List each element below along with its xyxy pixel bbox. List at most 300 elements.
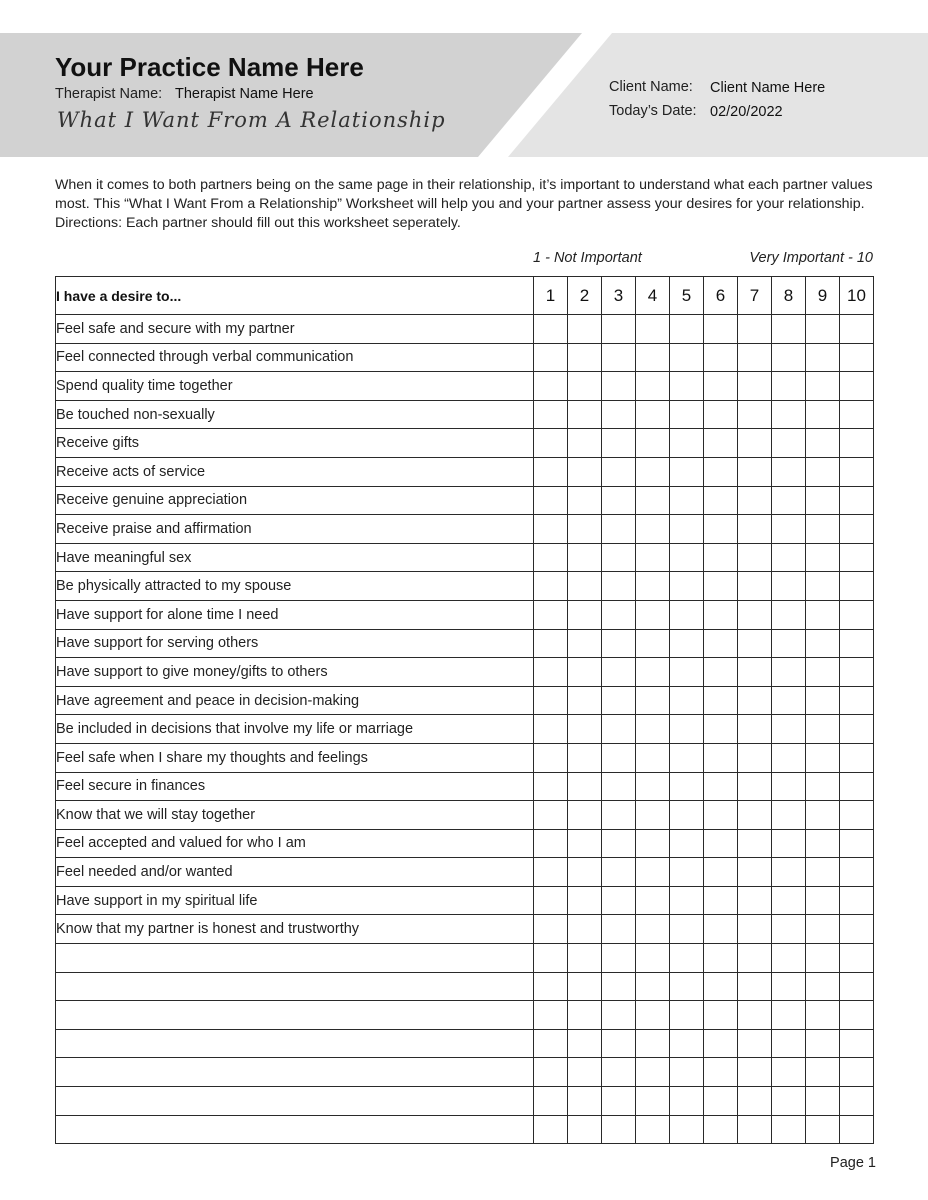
rating-cell-8[interactable] bbox=[772, 429, 806, 458]
rating-cell-7[interactable] bbox=[738, 1087, 772, 1116]
rating-cell-5[interactable] bbox=[670, 429, 704, 458]
rating-cell-3[interactable] bbox=[602, 1001, 636, 1030]
rating-cell-10[interactable] bbox=[840, 858, 874, 887]
rating-cell-2[interactable] bbox=[568, 429, 602, 458]
practice-name: Your Practice Name Here bbox=[55, 52, 364, 82]
rating-cell-6[interactable] bbox=[704, 600, 738, 629]
rating-cell-6[interactable] bbox=[704, 429, 738, 458]
rating-cell-3[interactable] bbox=[602, 572, 636, 601]
rating-cell-2[interactable] bbox=[568, 829, 602, 858]
rating-cell-9[interactable] bbox=[806, 429, 840, 458]
rating-cell-9[interactable] bbox=[806, 629, 840, 658]
rating-cell-5[interactable] bbox=[670, 858, 704, 887]
rating-cell-6[interactable] bbox=[704, 915, 738, 944]
rating-cell-8[interactable] bbox=[772, 972, 806, 1001]
rating-cell-7[interactable] bbox=[738, 1029, 772, 1058]
rating-cell-10[interactable] bbox=[840, 1001, 874, 1030]
rating-cell-2[interactable] bbox=[568, 972, 602, 1001]
rating-cell-8[interactable] bbox=[772, 1001, 806, 1030]
rating-cell-6[interactable] bbox=[704, 658, 738, 687]
rating-cell-6[interactable] bbox=[704, 400, 738, 429]
rating-cell-5[interactable] bbox=[670, 686, 704, 715]
rating-cell-1[interactable] bbox=[534, 801, 568, 830]
rating-cell-2[interactable] bbox=[568, 772, 602, 801]
rating-cell-3[interactable] bbox=[602, 1087, 636, 1116]
rating-cell-9[interactable] bbox=[806, 515, 840, 544]
rating-cell-9[interactable] bbox=[806, 1001, 840, 1030]
rating-cell-9[interactable] bbox=[806, 372, 840, 401]
rating-cell-10[interactable] bbox=[840, 457, 874, 486]
rating-cell-9[interactable] bbox=[806, 972, 840, 1001]
rating-cell-4[interactable] bbox=[636, 915, 670, 944]
rating-cell-10[interactable] bbox=[840, 829, 874, 858]
rating-cell-10[interactable] bbox=[840, 1087, 874, 1116]
rating-cell-5[interactable] bbox=[670, 400, 704, 429]
rating-cell-7[interactable] bbox=[738, 1001, 772, 1030]
rating-cell-5[interactable] bbox=[670, 600, 704, 629]
rating-cell-5[interactable] bbox=[670, 715, 704, 744]
rating-cell-8[interactable] bbox=[772, 400, 806, 429]
rating-cell-2[interactable] bbox=[568, 658, 602, 687]
rating-cell-9[interactable] bbox=[806, 486, 840, 515]
rating-cell-2[interactable] bbox=[568, 686, 602, 715]
rating-cell-7[interactable] bbox=[738, 686, 772, 715]
rating-cell-10[interactable] bbox=[840, 572, 874, 601]
rating-cell-4[interactable] bbox=[636, 572, 670, 601]
rating-cell-6[interactable] bbox=[704, 801, 738, 830]
rating-cell-6[interactable] bbox=[704, 858, 738, 887]
rating-cell-10[interactable] bbox=[840, 629, 874, 658]
rating-cell-4[interactable] bbox=[636, 429, 670, 458]
rating-cell-1[interactable] bbox=[534, 772, 568, 801]
rating-cell-9[interactable] bbox=[806, 858, 840, 887]
rating-cell-7[interactable] bbox=[738, 629, 772, 658]
rating-cell-9[interactable] bbox=[806, 886, 840, 915]
rating-cell-7[interactable] bbox=[738, 1115, 772, 1144]
rating-cell-7[interactable] bbox=[738, 572, 772, 601]
rating-cell-8[interactable] bbox=[772, 944, 806, 973]
rating-cell-2[interactable] bbox=[568, 629, 602, 658]
rating-cell-7[interactable] bbox=[738, 400, 772, 429]
rating-cell-5[interactable] bbox=[670, 1087, 704, 1116]
rating-cell-7[interactable] bbox=[738, 772, 772, 801]
rating-cell-10[interactable] bbox=[840, 1029, 874, 1058]
rating-cell-8[interactable] bbox=[772, 515, 806, 544]
rating-cell-4[interactable] bbox=[636, 772, 670, 801]
rating-cell-8[interactable] bbox=[772, 486, 806, 515]
rating-cell-9[interactable] bbox=[806, 801, 840, 830]
rating-cell-8[interactable] bbox=[772, 772, 806, 801]
rating-cell-8[interactable] bbox=[772, 315, 806, 344]
rating-cell-4[interactable] bbox=[636, 686, 670, 715]
rating-cell-7[interactable] bbox=[738, 372, 772, 401]
rating-cell-10[interactable] bbox=[840, 600, 874, 629]
rating-cell-5[interactable] bbox=[670, 572, 704, 601]
rating-cell-10[interactable] bbox=[840, 915, 874, 944]
rating-cell-2[interactable] bbox=[568, 515, 602, 544]
rating-cell-4[interactable] bbox=[636, 944, 670, 973]
rating-cell-10[interactable] bbox=[840, 972, 874, 1001]
rating-cell-6[interactable] bbox=[704, 1001, 738, 1030]
rating-cell-5[interactable] bbox=[670, 658, 704, 687]
rating-cell-2[interactable] bbox=[568, 543, 602, 572]
rating-cell-8[interactable] bbox=[772, 343, 806, 372]
rating-cell-5[interactable] bbox=[670, 743, 704, 772]
rating-cell-3[interactable] bbox=[602, 658, 636, 687]
rating-cell-1[interactable] bbox=[534, 600, 568, 629]
rating-cell-5[interactable] bbox=[670, 629, 704, 658]
rating-cell-7[interactable] bbox=[738, 743, 772, 772]
rating-cell-10[interactable] bbox=[840, 486, 874, 515]
rating-cell-4[interactable] bbox=[636, 372, 670, 401]
rating-cell-8[interactable] bbox=[772, 1029, 806, 1058]
rating-cell-2[interactable] bbox=[568, 1001, 602, 1030]
rating-cell-6[interactable] bbox=[704, 743, 738, 772]
rating-cell-3[interactable] bbox=[602, 915, 636, 944]
rating-cell-6[interactable] bbox=[704, 972, 738, 1001]
rating-cell-7[interactable] bbox=[738, 315, 772, 344]
rating-cell-6[interactable] bbox=[704, 715, 738, 744]
rating-cell-8[interactable] bbox=[772, 543, 806, 572]
rating-cell-6[interactable] bbox=[704, 1058, 738, 1087]
rating-cell-4[interactable] bbox=[636, 1087, 670, 1116]
rating-cell-7[interactable] bbox=[738, 343, 772, 372]
rating-cell-9[interactable] bbox=[806, 457, 840, 486]
rating-cell-10[interactable] bbox=[840, 772, 874, 801]
rating-cell-2[interactable] bbox=[568, 400, 602, 429]
rating-cell-3[interactable] bbox=[602, 457, 636, 486]
rating-cell-5[interactable] bbox=[670, 1058, 704, 1087]
rating-cell-7[interactable] bbox=[738, 457, 772, 486]
rating-cell-9[interactable] bbox=[806, 829, 840, 858]
rating-cell-8[interactable] bbox=[772, 886, 806, 915]
rating-cell-10[interactable] bbox=[840, 372, 874, 401]
rating-cell-2[interactable] bbox=[568, 372, 602, 401]
rating-cell-2[interactable] bbox=[568, 572, 602, 601]
rating-cell-5[interactable] bbox=[670, 886, 704, 915]
rating-cell-3[interactable] bbox=[602, 944, 636, 973]
rating-cell-10[interactable] bbox=[840, 429, 874, 458]
rating-cell-5[interactable] bbox=[670, 1001, 704, 1030]
rating-cell-7[interactable] bbox=[738, 944, 772, 973]
rating-cell-5[interactable] bbox=[670, 801, 704, 830]
intro-paragraph: When it comes to both partners being on the same page in their relationship, it’s important to understand what each partner values most. This “What I Want From a Relationship” Worksheet will help you and your partner assess your desires for your relationship. Directions: Each partner should fill out this worksheet seperately. bbox=[55, 177, 873, 231]
rating-cell-10[interactable] bbox=[840, 686, 874, 715]
rating-cell-1[interactable] bbox=[534, 343, 568, 372]
rating-cell-5[interactable] bbox=[670, 372, 704, 401]
rating-cell-9[interactable] bbox=[806, 1087, 840, 1116]
rating-cell-6[interactable] bbox=[704, 944, 738, 973]
rating-cell-5[interactable] bbox=[670, 915, 704, 944]
rating-cell-2[interactable] bbox=[568, 343, 602, 372]
rating-cell-7[interactable] bbox=[738, 858, 772, 887]
rating-cell-3[interactable] bbox=[602, 1029, 636, 1058]
rating-cell-3[interactable] bbox=[602, 801, 636, 830]
rating-cell-1[interactable] bbox=[534, 886, 568, 915]
rating-cell-8[interactable] bbox=[772, 572, 806, 601]
rating-cell-10[interactable] bbox=[840, 715, 874, 744]
rating-cell-4[interactable] bbox=[636, 658, 670, 687]
rating-cell-4[interactable] bbox=[636, 801, 670, 830]
rating-cell-9[interactable] bbox=[806, 658, 840, 687]
rating-cell-1[interactable] bbox=[534, 543, 568, 572]
desire-item: Know that we will stay together bbox=[56, 801, 534, 830]
rating-cell-6[interactable] bbox=[704, 686, 738, 715]
rating-cell-8[interactable] bbox=[772, 1115, 806, 1144]
rating-cell-10[interactable] bbox=[840, 743, 874, 772]
rating-cell-10[interactable] bbox=[840, 343, 874, 372]
rating-cell-6[interactable] bbox=[704, 572, 738, 601]
rating-cell-4[interactable] bbox=[636, 829, 670, 858]
rating-cell-2[interactable] bbox=[568, 1058, 602, 1087]
rating-cell-5[interactable] bbox=[670, 543, 704, 572]
rating-header-6: 6 bbox=[704, 277, 738, 315]
rating-cell-9[interactable] bbox=[806, 400, 840, 429]
table-row bbox=[56, 743, 874, 772]
rating-cell-1[interactable] bbox=[534, 1001, 568, 1030]
rating-cell-9[interactable] bbox=[806, 1058, 840, 1087]
rating-cell-5[interactable] bbox=[670, 772, 704, 801]
rating-cell-1[interactable] bbox=[534, 315, 568, 344]
rating-cell-2[interactable] bbox=[568, 486, 602, 515]
rating-cell-9[interactable] bbox=[806, 715, 840, 744]
rating-cell-10[interactable] bbox=[840, 801, 874, 830]
rating-cell-8[interactable] bbox=[772, 858, 806, 887]
rating-cell-5[interactable] bbox=[670, 486, 704, 515]
rating-cell-2[interactable] bbox=[568, 801, 602, 830]
rating-cell-1[interactable] bbox=[534, 1058, 568, 1087]
rating-cell-3[interactable] bbox=[602, 743, 636, 772]
rating-cell-1[interactable] bbox=[534, 1115, 568, 1144]
rating-cell-8[interactable] bbox=[772, 829, 806, 858]
rating-cell-9[interactable] bbox=[806, 944, 840, 973]
rating-cell-6[interactable] bbox=[704, 486, 738, 515]
rating-cell-6[interactable] bbox=[704, 543, 738, 572]
rating-cell-4[interactable] bbox=[636, 515, 670, 544]
rating-cell-7[interactable] bbox=[738, 886, 772, 915]
rating-cell-10[interactable] bbox=[840, 886, 874, 915]
therapist-name-value[interactable]: Therapist Name Here bbox=[175, 86, 314, 102]
rating-cell-3[interactable] bbox=[602, 486, 636, 515]
rating-cell-6[interactable] bbox=[704, 1115, 738, 1144]
rating-cell-8[interactable] bbox=[772, 801, 806, 830]
rating-cell-10[interactable] bbox=[840, 400, 874, 429]
rating-cell-8[interactable] bbox=[772, 600, 806, 629]
rating-cell-9[interactable] bbox=[806, 1115, 840, 1144]
rating-cell-3[interactable] bbox=[602, 858, 636, 887]
rating-cell-2[interactable] bbox=[568, 1029, 602, 1058]
rating-cell-3[interactable] bbox=[602, 429, 636, 458]
rating-cell-4[interactable] bbox=[636, 343, 670, 372]
rating-cell-10[interactable] bbox=[840, 543, 874, 572]
rating-cell-1[interactable] bbox=[534, 829, 568, 858]
rating-cell-9[interactable] bbox=[806, 743, 840, 772]
rating-cell-7[interactable] bbox=[738, 915, 772, 944]
rating-cell-4[interactable] bbox=[636, 972, 670, 1001]
desire-item: Receive acts of service bbox=[56, 457, 534, 486]
rating-cell-3[interactable] bbox=[602, 886, 636, 915]
todays-date-value[interactable]: 02/20/2022 bbox=[710, 104, 783, 120]
rating-cell-5[interactable] bbox=[670, 1115, 704, 1144]
rating-cell-1[interactable] bbox=[534, 1087, 568, 1116]
rating-cell-1[interactable] bbox=[534, 858, 568, 887]
rating-cell-7[interactable] bbox=[738, 515, 772, 544]
rating-cell-5[interactable] bbox=[670, 515, 704, 544]
rating-cell-7[interactable] bbox=[738, 829, 772, 858]
rating-cell-7[interactable] bbox=[738, 715, 772, 744]
rating-cell-2[interactable] bbox=[568, 1115, 602, 1144]
rating-cell-10[interactable] bbox=[840, 658, 874, 687]
rating-cell-10[interactable] bbox=[840, 515, 874, 544]
rating-cell-3[interactable] bbox=[602, 1058, 636, 1087]
rating-cell-1[interactable] bbox=[534, 572, 568, 601]
rating-cell-5[interactable] bbox=[670, 1029, 704, 1058]
rating-cell-1[interactable] bbox=[534, 457, 568, 486]
rating-cell-3[interactable] bbox=[602, 315, 636, 344]
rating-cell-4[interactable] bbox=[636, 486, 670, 515]
rating-cell-3[interactable] bbox=[602, 600, 636, 629]
rating-cell-6[interactable] bbox=[704, 886, 738, 915]
rating-cell-5[interactable] bbox=[670, 944, 704, 973]
rating-cell-8[interactable] bbox=[772, 743, 806, 772]
rating-cell-4[interactable] bbox=[636, 715, 670, 744]
rating-cell-4[interactable] bbox=[636, 1058, 670, 1087]
rating-cell-10[interactable] bbox=[840, 1115, 874, 1144]
rating-cell-6[interactable] bbox=[704, 343, 738, 372]
rating-cell-1[interactable] bbox=[534, 1029, 568, 1058]
rating-cell-5[interactable] bbox=[670, 315, 704, 344]
rating-cell-8[interactable] bbox=[772, 1087, 806, 1116]
rating-cell-4[interactable] bbox=[636, 400, 670, 429]
rating-cell-3[interactable] bbox=[602, 515, 636, 544]
rating-cell-1[interactable] bbox=[534, 629, 568, 658]
rating-cell-10[interactable] bbox=[840, 315, 874, 344]
rating-cell-6[interactable] bbox=[704, 315, 738, 344]
rating-cell-2[interactable] bbox=[568, 944, 602, 973]
rating-cell-2[interactable] bbox=[568, 315, 602, 344]
rating-cell-9[interactable] bbox=[806, 600, 840, 629]
rating-cell-4[interactable] bbox=[636, 1029, 670, 1058]
rating-cell-8[interactable] bbox=[772, 457, 806, 486]
rating-cell-3[interactable] bbox=[602, 543, 636, 572]
rating-cell-8[interactable] bbox=[772, 658, 806, 687]
rating-cell-9[interactable] bbox=[806, 572, 840, 601]
rating-cell-4[interactable] bbox=[636, 858, 670, 887]
rating-cell-1[interactable] bbox=[534, 915, 568, 944]
rating-cell-3[interactable] bbox=[602, 400, 636, 429]
rating-cell-6[interactable] bbox=[704, 829, 738, 858]
rating-cell-3[interactable] bbox=[602, 686, 636, 715]
rating-cell-5[interactable] bbox=[670, 829, 704, 858]
rating-cell-1[interactable] bbox=[534, 486, 568, 515]
table-row bbox=[56, 400, 874, 429]
rating-cell-8[interactable] bbox=[772, 715, 806, 744]
rating-cell-2[interactable] bbox=[568, 600, 602, 629]
rating-cell-6[interactable] bbox=[704, 772, 738, 801]
rating-cell-3[interactable] bbox=[602, 972, 636, 1001]
rating-cell-9[interactable] bbox=[806, 543, 840, 572]
rating-cell-3[interactable] bbox=[602, 372, 636, 401]
rating-cell-3[interactable] bbox=[602, 715, 636, 744]
rating-cell-7[interactable] bbox=[738, 486, 772, 515]
rating-cell-7[interactable] bbox=[738, 658, 772, 687]
rating-cell-1[interactable] bbox=[534, 715, 568, 744]
rating-cell-8[interactable] bbox=[772, 372, 806, 401]
rating-cell-10[interactable] bbox=[840, 944, 874, 973]
rating-cell-9[interactable] bbox=[806, 1029, 840, 1058]
rating-cell-4[interactable] bbox=[636, 457, 670, 486]
rating-cell-1[interactable] bbox=[534, 686, 568, 715]
rating-cell-1[interactable] bbox=[534, 743, 568, 772]
rating-cell-5[interactable] bbox=[670, 972, 704, 1001]
rating-cell-6[interactable] bbox=[704, 1087, 738, 1116]
rating-cell-9[interactable] bbox=[806, 772, 840, 801]
rating-cell-9[interactable] bbox=[806, 915, 840, 944]
rating-cell-3[interactable] bbox=[602, 343, 636, 372]
rating-cell-3[interactable] bbox=[602, 629, 636, 658]
rating-cell-2[interactable] bbox=[568, 858, 602, 887]
rating-cell-3[interactable] bbox=[602, 772, 636, 801]
rating-cell-6[interactable] bbox=[704, 457, 738, 486]
rating-cell-7[interactable] bbox=[738, 972, 772, 1001]
rating-cell-8[interactable] bbox=[772, 629, 806, 658]
rating-cell-1[interactable] bbox=[534, 972, 568, 1001]
rating-cell-2[interactable] bbox=[568, 457, 602, 486]
rating-cell-1[interactable] bbox=[534, 400, 568, 429]
rating-cell-1[interactable] bbox=[534, 429, 568, 458]
rating-cell-7[interactable] bbox=[738, 600, 772, 629]
rating-cell-10[interactable] bbox=[840, 1058, 874, 1087]
rating-cell-8[interactable] bbox=[772, 686, 806, 715]
rating-cell-2[interactable] bbox=[568, 886, 602, 915]
rating-cell-4[interactable] bbox=[636, 886, 670, 915]
rating-cell-1[interactable] bbox=[534, 372, 568, 401]
rating-cell-6[interactable] bbox=[704, 1029, 738, 1058]
rating-cell-7[interactable] bbox=[738, 1058, 772, 1087]
rating-cell-7[interactable] bbox=[738, 801, 772, 830]
rating-cell-4[interactable] bbox=[636, 1115, 670, 1144]
rating-cell-1[interactable] bbox=[534, 515, 568, 544]
rating-cell-5[interactable] bbox=[670, 343, 704, 372]
rating-cell-7[interactable] bbox=[738, 429, 772, 458]
rating-cell-4[interactable] bbox=[636, 315, 670, 344]
rating-cell-9[interactable] bbox=[806, 315, 840, 344]
client-name-value[interactable]: Client Name Here bbox=[710, 80, 826, 96]
rating-cell-4[interactable] bbox=[636, 1001, 670, 1030]
rating-cell-6[interactable] bbox=[704, 629, 738, 658]
rating-cell-2[interactable] bbox=[568, 743, 602, 772]
rating-cell-6[interactable] bbox=[704, 372, 738, 401]
rating-cell-4[interactable] bbox=[636, 743, 670, 772]
rating-cell-9[interactable] bbox=[806, 686, 840, 715]
rating-cell-2[interactable] bbox=[568, 1087, 602, 1116]
rating-cell-8[interactable] bbox=[772, 915, 806, 944]
rating-cell-2[interactable] bbox=[568, 715, 602, 744]
rating-cell-8[interactable] bbox=[772, 1058, 806, 1087]
rating-cell-5[interactable] bbox=[670, 457, 704, 486]
rating-cell-2[interactable] bbox=[568, 915, 602, 944]
rating-cell-3[interactable] bbox=[602, 1115, 636, 1144]
rating-cell-1[interactable] bbox=[534, 658, 568, 687]
rating-cell-7[interactable] bbox=[738, 543, 772, 572]
rating-cell-4[interactable] bbox=[636, 543, 670, 572]
rating-cell-6[interactable] bbox=[704, 515, 738, 544]
rating-cell-4[interactable] bbox=[636, 600, 670, 629]
rating-cell-1[interactable] bbox=[534, 944, 568, 973]
rating-cell-4[interactable] bbox=[636, 629, 670, 658]
rating-cell-3[interactable] bbox=[602, 829, 636, 858]
rating-cell-9[interactable] bbox=[806, 343, 840, 372]
